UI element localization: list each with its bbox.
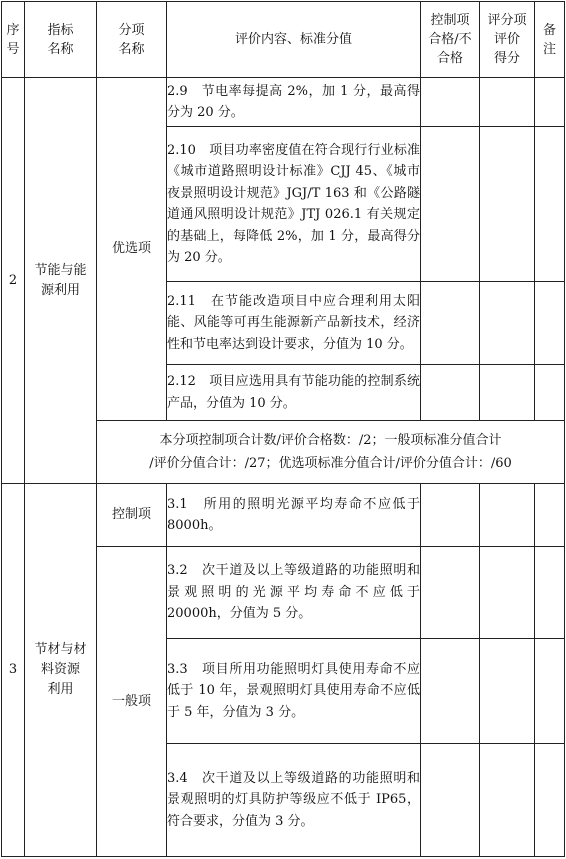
score-cell (480, 78, 535, 127)
remark-cell (535, 744, 565, 857)
criterion-text: 2.11 在节能改造项目中应合理利用太阳能、风能等可再生能源新产品新技术，经济性和节电率达到设计要求，分值为 10 分。 (167, 282, 421, 365)
header-remark: 备 注 (535, 2, 565, 78)
section-indicator: 节材与材 料资源 利用 (25, 484, 97, 857)
section-seq: 2 (2, 78, 25, 484)
criterion-text: 3.2 次干道及以上等级道路的功能照明和景观照明的光源平均寿命不应低于 20000h，分值为 5 分。 (167, 547, 421, 639)
control-cell (421, 282, 480, 365)
score-cell (480, 484, 535, 547)
remark-cell (535, 365, 565, 421)
criterion-text: 3.4 次干道及以上等级道路的功能照明和景观照明的灯具防护等级应不低于 IP65，符合要求，分值为 3 分。 (167, 744, 421, 857)
criterion-text: 2.12 项目应选用具有节能功能的控制系统产品，分值为 10 分。 (167, 365, 421, 421)
score-cell (480, 547, 535, 639)
section-seq: 3 (2, 484, 25, 857)
criterion-text: 2.10 项目功率密度值在符合现行行业标准《城市道路照明设计标准》CJJ 45、《城市夜景照明设计规范》JGJ/T 163 和《公路隧道通风照明设计规范》JTJ 026.1 有关规定的基础上，每降低 2%，加 1 分，最高得分为 20 分。 (167, 127, 421, 282)
header-content: 评价内容、标准分值 (167, 2, 421, 78)
criterion-text: 2.9 节电率每提高 2%，加 1 分，最高得分为 20 分。 (167, 78, 421, 127)
remark-cell (535, 547, 565, 639)
remark-cell (535, 484, 565, 547)
sub-item-label: 控制项 (97, 484, 167, 547)
score-cell (480, 639, 535, 744)
control-cell (421, 78, 480, 127)
score-cell (480, 282, 535, 365)
score-cell (480, 127, 535, 282)
score-cell (480, 744, 535, 857)
sub-item-label: 优选项 (97, 78, 167, 421)
header-seq: 序 号 (2, 2, 25, 78)
control-cell (421, 547, 480, 639)
control-cell (421, 127, 480, 282)
header-score: 评分项 评价 得分 (480, 2, 535, 78)
remark-cell (535, 282, 565, 365)
remark-cell (535, 127, 565, 282)
control-cell (421, 639, 480, 744)
section-indicator: 节能与能 源利用 (25, 78, 97, 484)
criterion-text: 3.3 项目所用功能照明灯具使用寿命不应低于 10 年，景观照明灯具使用寿命不应低于 5 年，分值为 3 分。 (167, 639, 421, 744)
control-cell (421, 365, 480, 421)
header-sub-item: 分项 名称 (97, 2, 167, 78)
header-control: 控制项 合格/不 合格 (421, 2, 480, 78)
control-cell (421, 484, 480, 547)
sub-item-label: 一般项 (97, 547, 167, 857)
header-indicator: 指标 名称 (25, 2, 97, 78)
section-summary: 本分项控制项合计数/评价合格数：/2；一般项标准分值合计 /评价分值合计：/27；优选项标准分值合计/评价分值合计：/60 (97, 421, 565, 484)
remark-cell (535, 639, 565, 744)
evaluation-table (1, 1, 565, 857)
remark-cell (535, 78, 565, 127)
table-row (2, 484, 565, 547)
table-row (2, 78, 565, 127)
header-row (2, 2, 565, 78)
criterion-text: 3.1 所用的照明光源平均寿命不应低于 8000h。 (167, 484, 421, 547)
score-cell (480, 365, 535, 421)
control-cell (421, 744, 480, 857)
